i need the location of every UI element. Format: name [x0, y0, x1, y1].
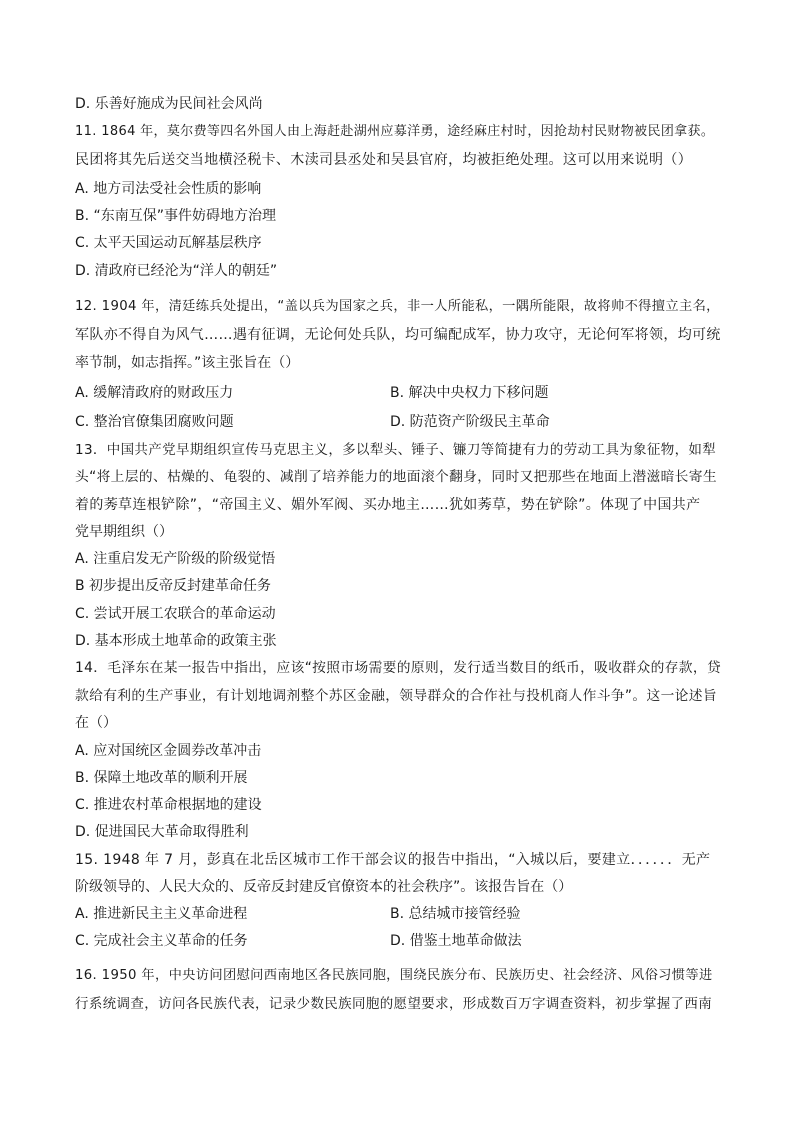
question-11-stem-line-2: 民团将其先后送交当地横泾税卡、木渎司县丞处和吴县官府，均被拒绝处理。这可以用来说明（）: [75, 152, 693, 168]
question-14-option-a: A. 应对国统区金圆券改革冲击: [75, 743, 262, 759]
question-13-option-b: B 初步提出反帝反封建革命任务: [75, 578, 272, 594]
question-13-stem-line-4: 党早期组织（）: [75, 524, 173, 540]
question-14-option-b: B. 保障土地改革的顺利开展: [75, 770, 248, 786]
question-15-option-c: C. 完成社会主义革命的任务: [75, 933, 248, 949]
question-11-option-c: C. 太平天国运动瓦解基层秩序: [75, 235, 262, 251]
question-11-option-a: A. 地方司法受社会性质的影响: [75, 181, 262, 197]
question-11-stem-line-1: 11. 1864 年，莫尔费等四名外国人由上海赶赴湖州应募洋勇，途经麻庄村时，因抢劫村民财物被民团拿获。: [75, 124, 715, 139]
question-14-option-c: C. 推进农村革命根据地的建设: [75, 797, 262, 813]
question-14-stem-line-1: 14．毛泽东在某一报告中指出，应该“按照市场需要的原则，发行适当数目的纸币，吸收群众的存款，贷: [75, 660, 722, 676]
question-11-option-b: B. “东南互保”事件妨碍地方治理: [75, 208, 277, 224]
question-11-option-d: D. 清政府已经沦为“洋人的朝廷”: [75, 263, 278, 279]
question-15-option-a: A. 推进新民主主义革命进程: [75, 906, 248, 922]
question-12-stem-line-3: 率节制，如志指挥。”该主张旨在（）: [75, 355, 300, 371]
question-12-option-c: C. 整治官僚集团腐败问题: [75, 414, 234, 430]
question-16-stem-line-2: 行系统调查，访问各民族代表，记录少数民族同胞的愿望要求，形成数百万字调查资料，初步掌握了西南: [75, 996, 713, 1012]
question-14-stem-line-3: 在（）: [75, 715, 117, 731]
question-12-option-d: D. 防范资产阶级民主革命: [390, 414, 550, 430]
question-15-option-b: B. 总结城市接管经验: [390, 906, 521, 922]
question-13-stem-line-3: 着的莠草连根铲除”，“帝国主义、媚外军阀、买办地主……犹如莠草，势在铲除”。体现了中国共产: [75, 497, 701, 513]
question-12-option-a: A. 缓解清政府的财政压力: [75, 385, 234, 401]
question-13-stem-line-1: 13．中国共产党早期组织宣传马克思主义，多以犁头、锤子、镰刀等简捷有力的劳动工具为象征物，如犁: [75, 442, 717, 458]
question-12-option-b: B. 解决中央权力下移问题: [390, 385, 549, 401]
question-12-stem-line-2: 军队亦不得自为风气……遇有征调，无论何处兵队，均可编配成军，协力攻守，无论何军将领，均可统: [75, 327, 721, 343]
question-15-stem-line-1: 15. 1948 年 7 月，彭真在北岳区城市工作干部会议的报告中指出，“入城以后，要建立．．．．．．无产: [75, 852, 711, 868]
question-12-stem-line-1: 12. 1904 年，清廷练兵处提出，“盖以兵为国家之兵，非一人所能私，一隅所能限，故将帅不得擅立主名，: [75, 299, 720, 314]
question-15-stem-line-2: 阶级领导的、人民大众的、反帝反封建反官僚资本的社会秩序”。该报告旨在（）: [75, 879, 573, 895]
question-15-option-d: D. 借鉴土地革命做法: [390, 933, 522, 949]
question-14-option-d: D. 促进国民大革命取得胜利: [75, 824, 249, 840]
question-13-option-c: C. 尝试开展工农联合的革命运动: [75, 606, 276, 622]
question-14-stem-line-2: 款给有利的生产事业，有计划地调剂整个苏区金融，领导群众的合作社与投机商人作斗争”。这一论述旨: [75, 688, 717, 704]
question-13-stem-line-2: 头“将上层的、枯燥的、龟裂的、减削了培养能力的地面滚个翻身，同时又把那些在地面上潜滋暗长寄生: [75, 469, 717, 485]
question-13-option-a: A. 注重启发无产阶级的阶级觉悟: [75, 551, 276, 567]
option-d-prev: D. 乐善好施成为民间社会风尚: [75, 96, 263, 112]
question-16-stem-line-1: 16. 1950 年，中央访问团慰问西南地区各民族同胞，围绕民族分布、民族历史、社会经济、风俗习惯等进: [75, 968, 713, 983]
question-13-option-d: D. 基本形成土地革命的政策主张: [75, 633, 277, 649]
